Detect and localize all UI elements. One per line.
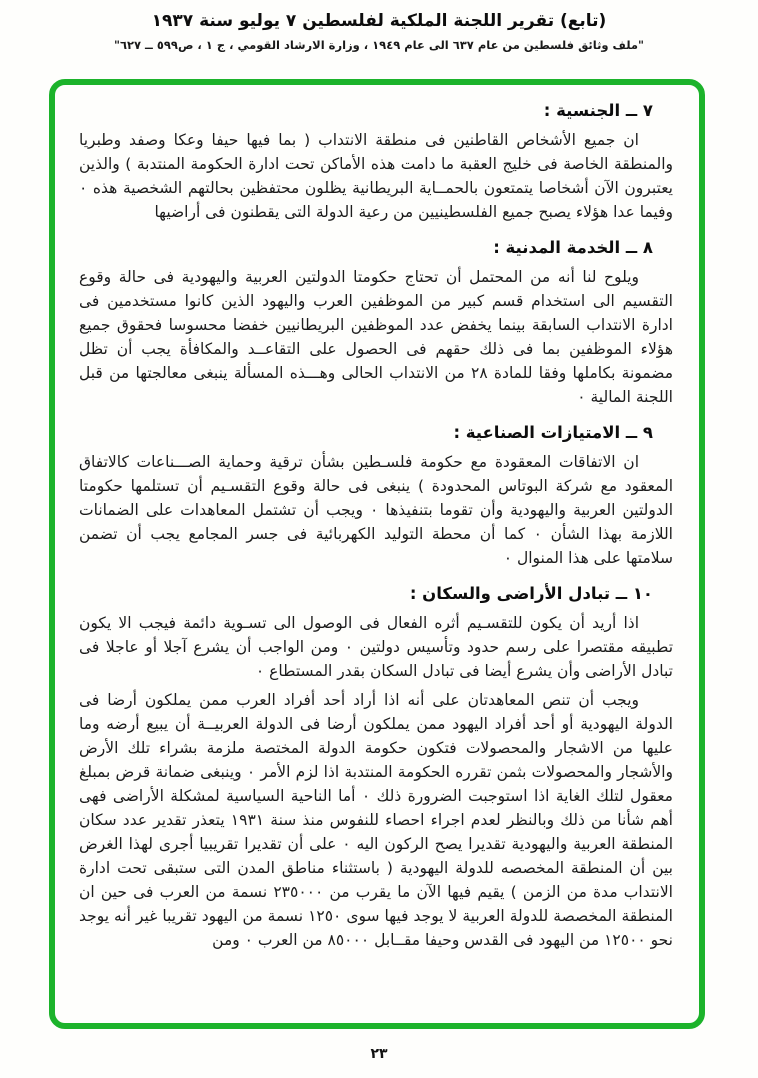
section-land-population-exchange bbox=[79, 584, 673, 952]
section-nationality bbox=[79, 101, 673, 224]
section-heading-land-population-exchange: ١٠ ــ تبادل الأراضى والسكان : bbox=[409, 584, 653, 603]
section-heading-civil-service: ٨ ــ الخدمة المدنية : bbox=[493, 238, 653, 257]
section-heading-industrial-concessions: ٩ ــ الامتيازات الصناعية : bbox=[453, 423, 653, 442]
page-header bbox=[0, 0, 758, 52]
paragraph: اذا أريد أن يكون للتقسـيم أثره الفعال فى الوصول الى تسـوية دائمة فيجب الا يكون تطبيقه مقتصرا على رسم حدود وتأسيس دولتين ٠ ومن الواجب أن يشرع آجلا أو عاجلا فى تبادل الأراضى وأن يشرع أيضا فى تبادل السكان بقدر المستطاع ٠ bbox=[79, 614, 674, 680]
document-frame bbox=[49, 79, 705, 1029]
section-civil-service bbox=[79, 238, 673, 409]
source-citation: "ملف وثائق فلسطين من عام ٦٣٧ الى عام ١٩٤٩ ، وزارة الارشاد القومي ، ج ١ ، ص٥٩٩ ــ ٦٢٧" bbox=[113, 38, 645, 52]
paragraph: ويجب أن تنص المعاهدتان على أنه اذا أراد أحد أفراد العرب ممن يملكون أرضا فى الدولة اليهودية أو أحد أفراد اليهود ممن يملكون أرضا فى الدولة العربيــة أن يبيع أرضه وما عليها من الاشجار والمحصولات فتكون حكومة الدولة المختصة ملزمة بشراء تلك الأرض والأشجار والمحصولات بثمن تقرره الحكومة المنتدبة اذا لزم الأمر ٠ وينبغى ضمانة قرض بمبلغ معقول لتلك الغاية اذا استوجبت الضرورة ذلك ٠ أما الناحية السياسية لمشكلة الأراضى فهى أهم شأنا من ذلك وبالنظر لعدم اجراء احصاء للنفوس منذ سنة ١٩٣١ يتعذر تقدير عدد سكان المنطقة العربية واليهودية تقديرا يصح الركون اليه ٠ على أن تقديرا تقريبيا أجرى لهذا الغرض بين أن المنطقة المخصصه للدولة اليهودية ( باستثناء مناطق المدن التى ستبقى تحت ادارة الانتداب مدة من الزمن ) يقيم فيها الآن ما يقرب من ٢٣٥٠٠٠ نسمة من العرب فى حين ان المنطقة المخصصة للدولة العربية لا يوجد فيها سوى ١٢٥٠ نسمة من اليهود تقريبا غير أنه يوجد نحو ١٢٥٠٠ من اليهود فى القدس وحيفا مقــابل ٨٥٠٠٠ من العرب ٠ ومن bbox=[79, 691, 674, 949]
paragraph: ان الاتفاقات المعقودة مع حكومة فلسـطين بشأن ترقية وحماية الصـــناعات كالاتفاق المعقود مع شركة البوتاس المحدودة ) ينبغى فى حالة وقوع التقسـيم أن تستلمها حكومتا الدولتين العربية واليهودية وأن تقوما بتنفيذها ٠ ويجب أن تشتمل المعاهدات على الضمانات اللازمة بهذا الشأن ٠ كما أن محطة التوليد الكهربائية فى جسر المجامع يجب أن تضمن سلامتها على هذا المنوال ٠ bbox=[79, 453, 674, 567]
paragraph: ويلوح لنا أنه من المحتمل أن تحتاج حكومتا الدولتين العربية واليهودية فى حالة وقوع التقسيم الى استخدام قسم كبير من الموظفين العرب واليهود الذين كانوا مستخدمين فى ادارة الانتداب السابقة بينما يخفض عدد الموظفين البريطانيين خفضا محسوسا فحقوق جميع هؤلاء الموظفين بما فى ذلك حقهم فى الحصول على التقاعــد والمكافأة يجب أن تظل مضمونة بكاملها وفقا للمادة ٢٨ من الانتداب الحالى وهـــذه المسألة ينبغى معالجتها من قبل اللجنة المالية ٠ bbox=[79, 268, 673, 406]
paragraph: ان جميع الأشخاص القاطنين فى منطقة الانتداب ( بما فيها حيفا وعكا وصفد وطبريا والمنطقة الخاصة فى خليج العقبة ما دامت هذه الأماكن تحت ادارة الحكومة المنتدبة ) والذين يعتبرون الآن أشخاصا يتمتعون بالحمــاية البريطانية يظلون محتفظين بحالتهم الشخصية هذه ٠ وفيما عدا هؤلاء يصبح جميع الفلسطينيين من رعية الدولة التى يقطنون فى أراضيها bbox=[79, 131, 673, 221]
document-title: (تابع) تقرير اللجنة الملكية لفلسطين ٧ يوليو سنة ١٩٣٧ bbox=[151, 11, 607, 31]
section-industrial-concessions bbox=[79, 423, 673, 570]
page-number: ٢٣ bbox=[370, 1046, 388, 1062]
section-heading-nationality: ٧ ــ الجنسية : bbox=[543, 101, 653, 120]
